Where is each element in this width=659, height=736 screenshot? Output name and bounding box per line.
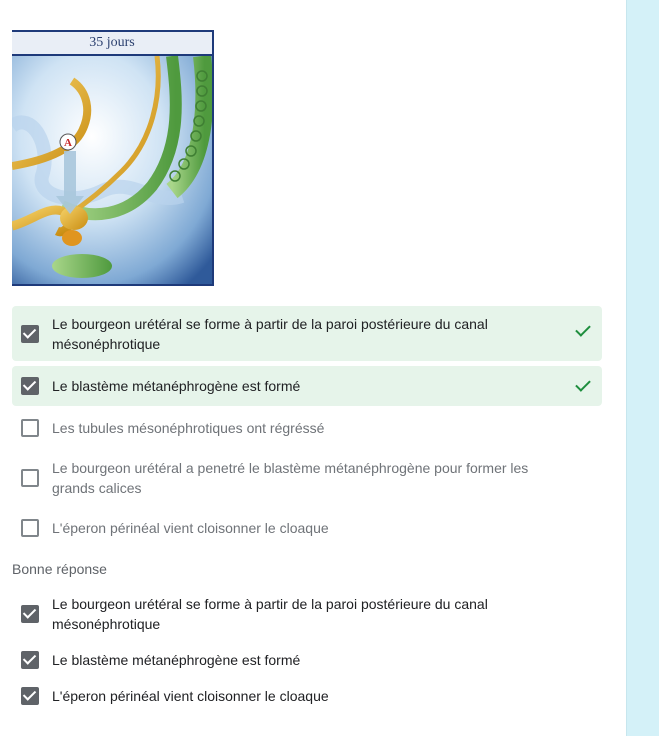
correct-answer-title: Bonne réponse [12,561,107,577]
checkbox-checked[interactable] [21,325,39,343]
answer-option-2[interactable] [12,366,602,406]
checkbox-checked[interactable] [21,377,39,395]
figure-caption: 35 jours [12,32,212,56]
correct-answer-label: Le blastème métanéphrogène est formé [52,652,301,668]
checkbox-checked [21,687,39,705]
embryology-figure [12,30,214,286]
figure-marker: A [64,137,72,149]
checkbox-checked [21,605,39,623]
option-label: L'éperon périnéal vient cloisonner le cloaque [52,520,329,536]
correct-answer-label: L'éperon périnéal vient cloisonner le cloaque [52,688,329,704]
correct-check-icon [574,381,590,391]
answer-option-3[interactable] [12,410,602,446]
option-label: Le bourgeon urétéral a penetré le blastème métanéphrogène pour former les grands calices [52,460,529,496]
option-label: Le bourgeon urétéral se forme à partir de la paroi postérieure du canal mésonéphrotique [52,316,488,352]
embryology-illustration [12,56,212,286]
checkbox-checked [21,651,39,669]
correct-answer-label: Le bourgeon urétéral se forme à partir de la paroi postérieure du canal mésonéphrotique [52,596,488,632]
checkbox-unchecked[interactable] [21,519,39,537]
correct-check-icon [574,326,590,336]
answer-option-5[interactable] [12,510,602,546]
option-label: Le blastème métanéphrogène est formé [52,378,301,394]
answer-option-4[interactable] [12,452,602,504]
checkbox-unchecked[interactable] [21,469,39,487]
correct-answer-item-2 [12,644,602,676]
checkbox-unchecked[interactable] [21,419,39,437]
correct-answer-item-3 [12,680,602,712]
answer-option-1[interactable] [12,306,602,361]
side-panel [626,0,659,736]
option-label: Les tubules mésonéphrotiques ont régréssé [52,420,325,436]
correct-answer-item-1 [12,590,602,638]
